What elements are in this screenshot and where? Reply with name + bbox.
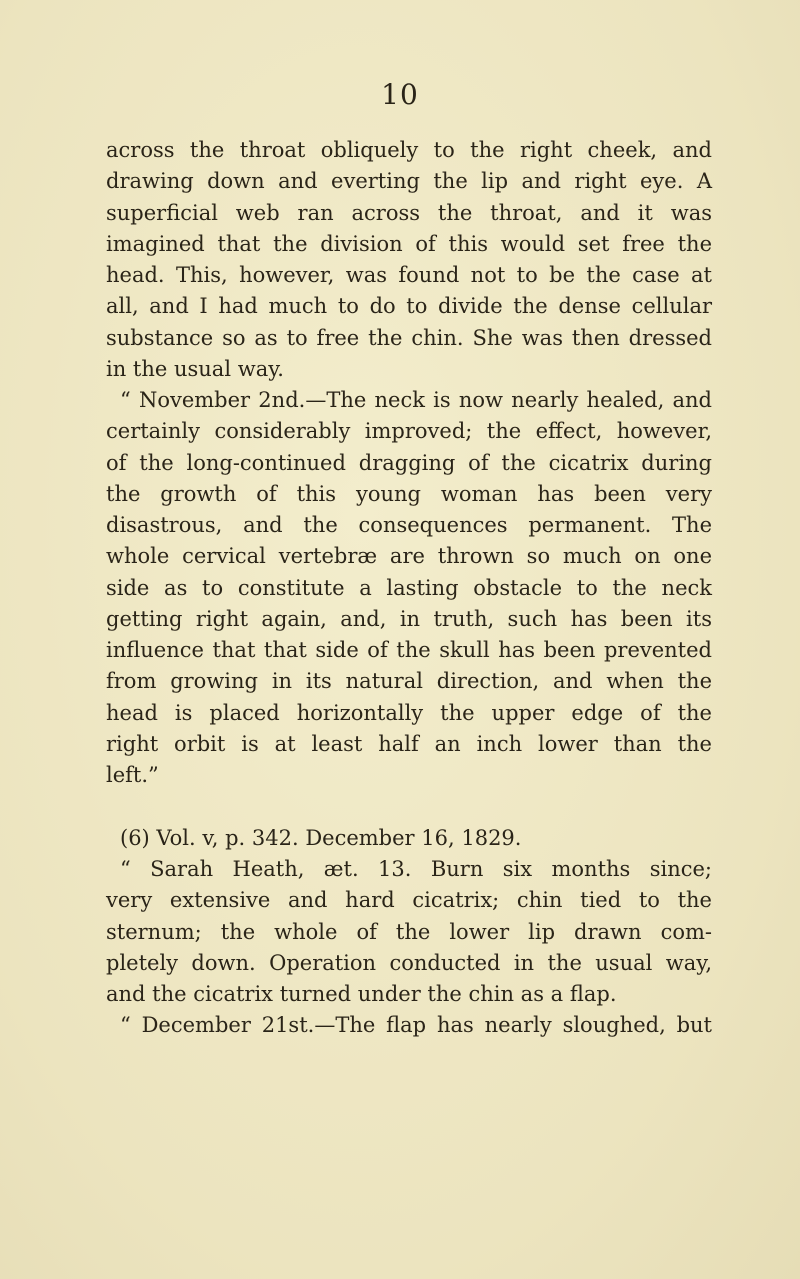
- text-line: left.”: [106, 763, 159, 787]
- text-line: head is placed horizontally the upper edge of the: [106, 700, 712, 725]
- text-line: disastrous, and the consequences permanent. The: [106, 513, 712, 537]
- text-line: across the throat obliquely to the right cheek, and: [106, 138, 712, 162]
- text-line: drawing down and everting the lip and right eye. A: [106, 169, 712, 194]
- text-line: “ Sarah Heath, æt. 13. Burn six months since;: [120, 857, 712, 881]
- text-line: substance so as to free the chin. She was then dressed: [106, 325, 712, 350]
- text-line: pletely down. Operation conducted in the usual way,: [106, 950, 712, 975]
- text-line: right orbit is at least half an inch lower than the: [106, 731, 712, 756]
- text-line: superficial web ran across the throat, and it was: [106, 200, 712, 225]
- text-line: whole cervical vertebræ are thrown so much on one: [106, 544, 712, 569]
- text-line: “ December 21st.—The flap has nearly sloughed, but: [120, 1013, 712, 1038]
- text-line: imagined that the division of this would set free the: [106, 231, 712, 256]
- text-line: in the usual way.: [106, 356, 284, 381]
- text-line: very extensive and hard cicatrix; chin tied to the: [106, 888, 712, 913]
- text-line: influence that that side of the skull has been prevented: [106, 638, 712, 662]
- text-line: of the long-continued dragging of the cicatrix during: [106, 450, 712, 475]
- text-line: head. This, however, was found not to be the case at: [106, 263, 712, 287]
- body-text: [106, 135, 712, 1042]
- text-line: and the cicatrix turned under the chin as a flap.: [106, 982, 617, 1006]
- text-line: getting right again, and, in truth, such has been its: [106, 606, 712, 631]
- text-line: side as to constitute a lasting obstacle to the neck: [106, 575, 712, 600]
- text-line: sternum; the whole of the lower lip drawn com-: [106, 919, 712, 944]
- text-line: “ November 2nd.—The neck is now nearly healed, and: [120, 388, 712, 412]
- text-line: all, and I had much to do to divide the dense cellular: [106, 294, 712, 319]
- text-line: certainly considerably improved; the effect, however,: [106, 419, 712, 444]
- text-line: from growing in its natural direction, and when the: [106, 669, 712, 694]
- text-line: (6) Vol. v, p. 342. December 16, 1829.: [120, 825, 522, 850]
- text-line: the growth of this young woman has been very: [106, 481, 712, 506]
- page-number: 10: [381, 78, 419, 111]
